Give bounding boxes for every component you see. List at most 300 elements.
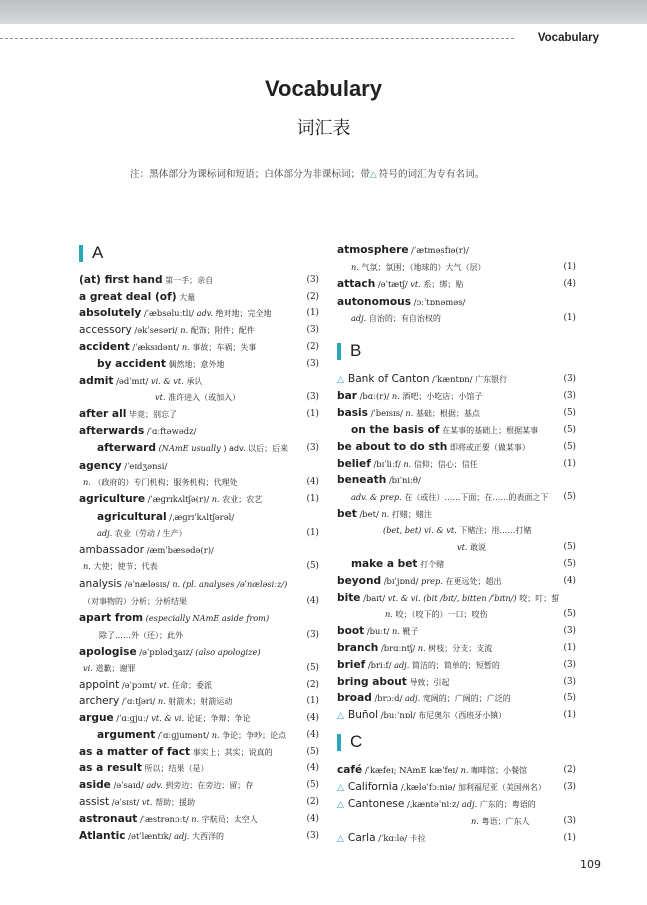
- definition: 事实上；其实；说真的: [192, 748, 273, 757]
- unit-number: (1): [306, 696, 319, 706]
- definition: ) adv. 以后；后来: [223, 444, 289, 453]
- definition: 树枝；分支；支流: [428, 644, 493, 653]
- phonetic: /baɪt/: [363, 593, 386, 603]
- phonetic: /ˈkæntɒn/: [432, 374, 473, 384]
- unit-number: (2): [306, 292, 319, 302]
- definition: 咖啡馆；小餐馆: [471, 766, 528, 775]
- unit-number: (2): [563, 765, 576, 775]
- vocab-entry: [79, 340, 319, 355]
- part-of-speech: adj.: [97, 528, 113, 538]
- vocab-entry: [337, 691, 576, 706]
- phonetic: /ˈkæfeɪ; NAmE kæˈfeɪ/: [364, 765, 459, 775]
- vocab-entry: [79, 795, 319, 810]
- phonetic: /bet/: [359, 509, 379, 519]
- section-letter: A: [92, 243, 104, 262]
- headword: accident: [79, 341, 130, 353]
- unit-number: (5): [563, 442, 576, 452]
- vocab-entry: [337, 372, 576, 387]
- headword: argument: [97, 729, 156, 741]
- vocab-entry: [79, 611, 319, 626]
- vocab-entry: [337, 624, 576, 639]
- vocab-entry: [337, 574, 576, 589]
- headword: admit: [79, 375, 114, 387]
- phonetic: /bɪˈjɒnd/: [383, 576, 419, 586]
- unit-number: (3): [563, 660, 576, 670]
- proper-noun-triangle-icon: △: [337, 711, 344, 721]
- part-of-speech: adj.: [461, 799, 478, 809]
- part-of-speech: n.: [460, 765, 469, 775]
- part-of-speech: adj.: [404, 693, 421, 703]
- vocab-entry: [337, 243, 576, 258]
- vocab-entry: [79, 645, 319, 660]
- note-text-after: 符号的词汇为专有名词。: [378, 169, 485, 180]
- phonetic: /əˈsɪst/: [111, 797, 140, 807]
- headword: atmosphere: [337, 244, 409, 256]
- vocab-entry: [79, 711, 319, 726]
- part-of-speech: vt.: [141, 797, 153, 807]
- unit-number: (5): [563, 609, 576, 619]
- part-of-speech: vt.: [155, 392, 166, 402]
- part-of-speech: n.: [180, 325, 189, 335]
- vocab-entry: [83, 661, 319, 676]
- phonetic: /brɔːd/: [374, 693, 403, 703]
- unit-number: (3): [306, 831, 319, 841]
- definition: 所以；结果（是）: [144, 764, 209, 773]
- phonetic: /æmˈbæsədə(r)/: [146, 545, 214, 555]
- part-of-speech: (also apologize): [195, 647, 261, 657]
- section-b-heading: [337, 342, 361, 360]
- headword: by accident: [97, 358, 166, 370]
- headword: broad: [337, 692, 372, 704]
- unit-number: (1): [563, 459, 576, 469]
- unit-number: (5): [306, 561, 319, 571]
- phonetic: /ətˈlæntɪk/: [128, 831, 172, 841]
- vocab-entry: [337, 831, 576, 846]
- unit-number: (4): [563, 576, 576, 586]
- phonetic: /bɑː(r)/: [359, 391, 390, 401]
- vocab-entry: [337, 797, 576, 812]
- headword: make a bet: [351, 558, 418, 570]
- vocab-entry: [79, 273, 319, 288]
- definition: 在某事的基础上；根据某事: [442, 426, 539, 435]
- headword: autonomous: [337, 296, 412, 308]
- unit-number: (1): [563, 643, 576, 653]
- headword: agency: [79, 460, 122, 472]
- vocab-entry: [337, 277, 576, 292]
- vocab-entry: [337, 389, 576, 404]
- unit-number: (3): [306, 275, 319, 285]
- part-of-speech: vi. & vt.: [150, 376, 184, 386]
- headword: analysis: [79, 578, 122, 590]
- headword: appoint: [79, 679, 120, 691]
- headword: afterward: [97, 442, 156, 454]
- unit-number: (5): [306, 780, 319, 790]
- phonetic: /ˈæstrənɔːt/: [139, 814, 189, 824]
- page-subtitle: 词汇表: [296, 118, 351, 139]
- part-of-speech: vt.: [457, 542, 468, 552]
- definition: 大使；使节；代表: [93, 562, 158, 571]
- headword: beyond: [337, 575, 382, 587]
- vocab-entry: [79, 492, 319, 507]
- part-of-speech: n.: [403, 459, 412, 469]
- definition: 系；绑；贴: [423, 280, 464, 289]
- part-of-speech: n. (pl. analyses /əˈnæləsiːz/): [172, 579, 288, 589]
- headword: absolutely: [79, 307, 142, 319]
- part-of-speech: n.: [211, 730, 220, 740]
- vocab-entry: [385, 607, 576, 622]
- headword: apart from: [79, 612, 144, 624]
- definition: 敢说: [470, 543, 487, 552]
- phonetic: /brɑːntʃ/: [380, 643, 416, 653]
- phonetic: /əˈtætʃ/: [377, 279, 408, 289]
- vocab-entry: [351, 490, 576, 505]
- vocab-entry: [79, 761, 319, 776]
- vocab-entry: [79, 424, 319, 439]
- definition: 即将或正要（做某事）: [449, 443, 530, 452]
- unit-number: (4): [306, 596, 319, 606]
- vocab-entry: [83, 475, 319, 490]
- phonetic: /ˈɑːɡjumənt/: [157, 730, 210, 740]
- definition: 任命；委派: [172, 681, 212, 690]
- definition: 自治的；有自治权的: [368, 314, 441, 323]
- definition: 靴子: [402, 627, 419, 636]
- section-marker: [79, 245, 83, 262]
- unit-number: (3): [563, 391, 576, 401]
- unit-number: (5): [563, 559, 576, 569]
- unit-number: (5): [306, 747, 319, 757]
- part-of-speech: adv.: [146, 780, 163, 790]
- unit-number: (1): [306, 528, 319, 538]
- vocab-entry: [79, 459, 319, 474]
- definition: 酒吧；小吃店；小馆子: [402, 392, 483, 401]
- unit-number: (1): [306, 494, 319, 504]
- unit-number: (5): [563, 408, 576, 418]
- page-number: 109: [580, 858, 601, 871]
- definition: 卡拉: [409, 834, 426, 843]
- headword: agriculture: [79, 493, 146, 505]
- phonetic: /ˌkæləˈfɔːniə/: [400, 782, 456, 792]
- unit-number: (1): [306, 308, 319, 318]
- vocab-entry: [79, 374, 319, 389]
- vocab-entry: [337, 658, 576, 673]
- definition: 下赌注；用……打赌: [459, 526, 532, 535]
- top-band: [0, 0, 647, 24]
- definition: 配饰；附件；配件: [190, 326, 255, 335]
- vocab-entry: [79, 323, 319, 338]
- section-marker: [337, 343, 341, 360]
- part-of-speech: n.: [191, 814, 200, 824]
- vocab-entry: [79, 577, 319, 592]
- definition: 到旁边；在旁边；留；存: [165, 781, 254, 790]
- vocab-entry: [351, 423, 576, 438]
- headword: accessory: [79, 324, 132, 336]
- definition: （对事物的）分析；分析结果: [83, 597, 187, 606]
- headword: be about to do sth: [337, 441, 448, 453]
- unit-number: (1): [563, 313, 576, 323]
- headword: boot: [337, 625, 365, 637]
- section-a-heading: [79, 244, 103, 262]
- phonetic: /ˈɑːftəwədz/: [146, 426, 197, 436]
- part-of-speech: n.: [157, 696, 166, 706]
- definition: 基础；根据；基点: [415, 409, 480, 418]
- definition: 广东银行: [475, 375, 508, 384]
- headword: aside: [79, 779, 111, 791]
- phonetic: /briːf/: [367, 660, 392, 670]
- unit-number: (4): [306, 477, 319, 487]
- part-of-speech: vt.: [410, 279, 421, 289]
- section-marker: [337, 734, 341, 751]
- phonetic: /buːˈnɒl/: [380, 710, 416, 720]
- definition: 导致；引起: [409, 678, 450, 687]
- phonetic: /əˈnæləsɪs/: [124, 579, 170, 589]
- part-of-speech: n.: [392, 626, 400, 636]
- vocab-entry: [383, 523, 576, 538]
- part-of-speech: (NAmE usually: [158, 443, 221, 453]
- definition: 争论；争吵；论点: [222, 731, 287, 740]
- unit-number: (4): [306, 763, 319, 773]
- part-of-speech: adv.: [196, 308, 213, 318]
- phonetic: /ˈbeɪsɪs/: [370, 408, 403, 418]
- vocab-entry: [337, 591, 576, 606]
- definition: 农业（劳动 / 生产）: [114, 529, 187, 538]
- headword: brief: [337, 659, 366, 671]
- headword: attach: [337, 278, 376, 290]
- proper-noun-triangle-icon: △: [337, 800, 344, 810]
- phonetic: /ˈkɑːlə/: [378, 833, 408, 843]
- vocab-entry: [337, 780, 576, 795]
- unit-number: (4): [306, 730, 319, 740]
- definition: 宇航员；太空人: [201, 815, 258, 824]
- header-rule: [0, 38, 514, 39]
- definition: 加利福尼亚（美国州名）: [457, 783, 546, 792]
- phonetic: /ˈɑːtʃəri/: [121, 696, 156, 706]
- definition: 事故；车祸；失事: [192, 343, 257, 352]
- vocab-entry: [337, 406, 576, 421]
- unit-number: (2): [306, 680, 319, 690]
- definition: 气氛；氛围；（地球的）大气（层）: [361, 263, 486, 272]
- proper-noun-triangle-icon: △: [337, 783, 344, 793]
- part-of-speech: n.: [471, 816, 479, 826]
- headword: belief: [337, 458, 371, 470]
- phonetic: /bɪˈliːf/: [373, 459, 401, 469]
- part-of-speech: vt. & vi.: [151, 713, 185, 723]
- page-title: Vocabulary: [265, 76, 382, 101]
- phonetic: /ˈæbsəluːtli/: [143, 308, 194, 318]
- definition: 咬；（咬下的）一口；咬伤: [395, 610, 488, 619]
- unit-number: (4): [306, 814, 319, 824]
- unit-number: (3): [306, 630, 319, 640]
- definition: 打个赌: [420, 560, 445, 569]
- definition: 广东的；粤语的: [479, 800, 536, 809]
- headword: bring about: [337, 676, 407, 688]
- definition: 粤语；广东人: [481, 817, 530, 826]
- vocab-entry: [79, 778, 319, 793]
- phonetic: /əˈsaɪd/: [113, 780, 144, 790]
- headword: assist: [79, 796, 110, 808]
- part-of-speech: n.: [381, 509, 390, 519]
- unit-number: (3): [563, 374, 576, 384]
- definition: 毕竟；别忘了: [128, 410, 177, 419]
- definition: 论证；争辩；争论: [186, 714, 251, 723]
- section-c-heading: [337, 733, 362, 751]
- proper-noun-triangle-icon: △: [337, 834, 344, 844]
- vocab-entry: [79, 543, 319, 558]
- definition: 射箭术；射箭运动: [168, 697, 233, 706]
- legend-note: [130, 166, 484, 180]
- unit-number: (5): [563, 693, 576, 703]
- unit-number: (5): [563, 542, 576, 552]
- vocab-entry: [97, 441, 319, 456]
- headword: argue: [79, 712, 114, 724]
- vocab-entry: [351, 311, 576, 326]
- vocab-entry: [97, 526, 319, 541]
- definition: 道歉；谢罪: [95, 664, 136, 673]
- definition: 在更远处；超出: [445, 577, 502, 586]
- headword: Bank of Canton: [347, 373, 430, 385]
- definition: 绝对地；完全地: [215, 309, 272, 318]
- part-of-speech: prep.: [421, 576, 443, 586]
- vocab-entry: [79, 306, 319, 321]
- definition: 除了……外（还）；此外: [99, 631, 183, 640]
- unit-number: (3): [563, 782, 576, 792]
- vocab-entry: [79, 812, 319, 827]
- phonetic: /əˈpɔɪnt/: [121, 680, 157, 690]
- vocab-entry: [337, 457, 576, 472]
- definition: 帮助；援助: [155, 798, 196, 807]
- vocab-entry: [79, 745, 319, 760]
- unit-number: (3): [306, 359, 319, 369]
- vocab-entry: [83, 594, 319, 609]
- definition: 简洁的；简单的；短暂的: [411, 661, 500, 670]
- vocab-entry: [337, 708, 576, 723]
- headword: (at) first hand: [79, 274, 163, 286]
- vocab-entry: [337, 473, 576, 488]
- unit-number: (5): [306, 663, 319, 673]
- running-head: Vocabulary: [537, 32, 599, 44]
- part-of-speech: n.: [83, 561, 91, 571]
- phonetic: /ədˈmɪt/: [116, 376, 149, 386]
- definition: 农业；农艺: [222, 495, 263, 504]
- headword: beneath: [337, 474, 387, 486]
- definition: 第一手；亲自: [165, 276, 214, 285]
- vocab-entry: [83, 559, 319, 574]
- vocab-entry: [155, 390, 319, 405]
- unit-number: (3): [306, 392, 319, 402]
- part-of-speech: (bet, bet) vi. & vt.: [383, 525, 457, 535]
- part-of-speech: n.: [385, 609, 393, 619]
- part-of-speech: n.: [211, 494, 220, 504]
- section-letter: B: [350, 341, 362, 360]
- phonetic: /bɪˈniːθ/: [388, 475, 421, 485]
- part-of-speech: n.: [181, 342, 190, 352]
- definition: 大量: [179, 293, 196, 302]
- phonetic: /ˌæɡrɪˈkʌltʃərəl/: [169, 512, 235, 522]
- headword: after all: [79, 408, 127, 420]
- unit-number: (3): [306, 443, 319, 453]
- unit-number: (2): [306, 342, 319, 352]
- headword: bar: [337, 390, 357, 402]
- headword: Carla: [347, 832, 376, 844]
- phonetic: /buːt/: [366, 626, 390, 636]
- headword: California: [347, 781, 399, 793]
- headword: Buñol: [347, 709, 379, 721]
- vocab-entry: [97, 357, 319, 372]
- section-letter: C: [350, 732, 363, 751]
- unit-number: (3): [563, 816, 576, 826]
- part-of-speech: n.: [351, 262, 359, 272]
- phonetic: /ˈæɡrɪkʌltʃə(r)/: [147, 494, 210, 504]
- vocab-entry: [79, 407, 319, 422]
- headword: archery: [79, 695, 120, 707]
- definition: 偶然地；意外地: [168, 360, 225, 369]
- unit-number: (3): [563, 677, 576, 687]
- phonetic: /ˈæksɪdənt/: [132, 342, 180, 352]
- vocab-entry: [97, 510, 319, 525]
- unit-number: (3): [306, 325, 319, 335]
- definition: 宽阔的；广阔的；广泛的: [422, 694, 511, 703]
- part-of-speech: n.: [405, 408, 414, 418]
- vocab-entry: [337, 641, 576, 656]
- definition: 布尼奥尔（西班牙小镇）: [418, 711, 507, 720]
- headword: branch: [337, 642, 379, 654]
- unit-number: (4): [306, 713, 319, 723]
- headword: ambassador: [79, 544, 145, 556]
- part-of-speech: adv. & prep.: [351, 492, 402, 502]
- phonetic: /ˈeɪdʒənsi/: [124, 461, 168, 471]
- phonetic: /ɔːˈtɒnəməs/: [413, 297, 466, 307]
- headword: Atlantic: [79, 830, 126, 842]
- definition: 大西洋的: [192, 832, 224, 841]
- vocab-entry: [351, 557, 576, 572]
- headword: a great deal (of): [79, 291, 177, 303]
- vocab-entry: [351, 260, 576, 275]
- unit-number: (1): [563, 710, 576, 720]
- definition: （政府的）专门机构；服务机构；代理处: [93, 478, 238, 487]
- phonetic: /əˈpɒlədʒaɪz/: [139, 647, 193, 657]
- vocab-entry: [471, 814, 576, 829]
- headword: apologise: [79, 646, 137, 658]
- proper-noun-triangle-icon: △: [337, 375, 344, 385]
- headword: agricultural: [97, 511, 167, 523]
- part-of-speech: vt. & vi. (bit /bɪt/, bitten /ˈbɪtn/): [387, 593, 517, 603]
- vocab-entry: [337, 440, 576, 455]
- unit-number: (1): [306, 409, 319, 419]
- vocab-entry: [97, 728, 319, 743]
- unit-number: (5): [563, 492, 576, 502]
- part-of-speech: n.: [83, 477, 91, 487]
- headword: bite: [337, 592, 361, 604]
- definition: 打赌；赌注: [391, 510, 432, 519]
- part-of-speech: adj.: [174, 831, 190, 841]
- vocab-entry: [79, 290, 319, 305]
- headword: Cantonese: [347, 798, 405, 810]
- phonetic: /ˈɑːɡjuː/: [116, 713, 149, 723]
- unit-number: (5): [563, 425, 576, 435]
- part-of-speech: adj.: [394, 660, 410, 670]
- headword: café: [337, 764, 363, 776]
- headword: as a result: [79, 762, 142, 774]
- headword: on the basis of: [351, 424, 440, 436]
- unit-number: (3): [563, 626, 576, 636]
- phonetic: /ˌkæntəˈniːz/: [407, 799, 460, 809]
- proper-noun-triangle-icon: △: [369, 170, 377, 180]
- part-of-speech: adj.: [351, 313, 367, 323]
- part-of-speech: n.: [391, 391, 400, 401]
- headword: as a matter of fact: [79, 746, 191, 758]
- headword: astronaut: [79, 813, 138, 825]
- definition: 承认: [186, 377, 203, 386]
- part-of-speech: n.: [417, 643, 426, 653]
